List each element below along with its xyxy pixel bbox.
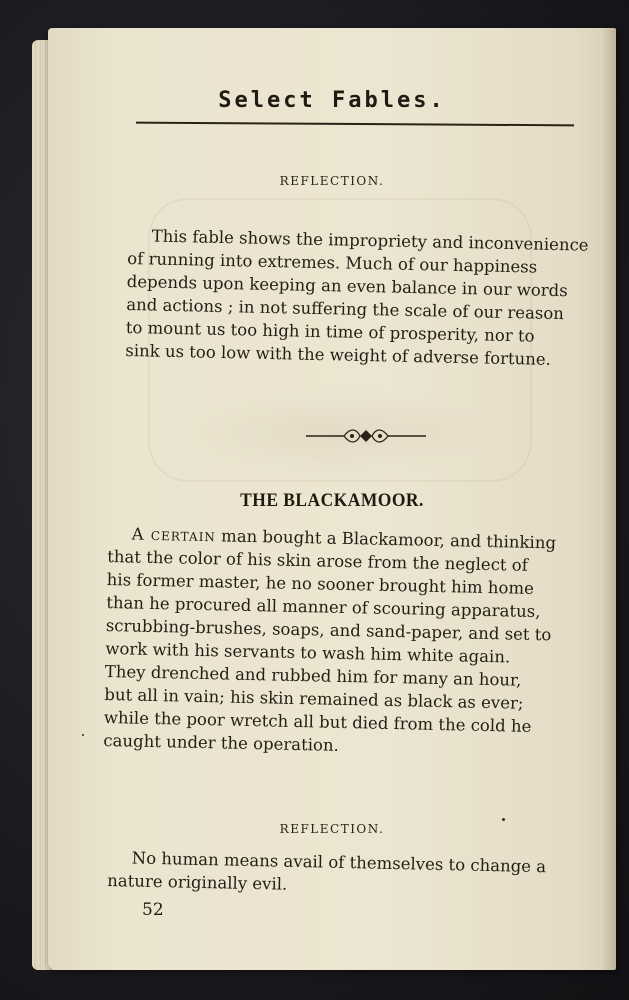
text-line: nature originally evil. [107, 870, 288, 894]
text-line: to mount us too high in time of prosperity, nor to [125, 317, 535, 346]
text-line: depends upon keeping an even balance in our words [126, 271, 568, 301]
fable-first-line-rest: man bought a Blackamoor, and thinking [215, 526, 557, 553]
text-line: This fable shows the impropriety and inconvenience [151, 226, 589, 255]
reflection-heading-1: REFLECTION. [279, 174, 385, 188]
ink-speck [502, 818, 505, 821]
running-head: Select Fables. [218, 88, 446, 113]
reflection-paragraph-2 [107, 846, 562, 901]
text-line: that the color of his skin arose from the neglect of [107, 546, 529, 575]
text-line: scrubbing-brushes, soaps, and sand-paper, and set to [105, 615, 552, 645]
text-line: his former master, he no sooner brought him home [106, 569, 535, 598]
text-line: of running into extremes. Much of our happiness [127, 248, 538, 277]
ornament-divider-icon [306, 424, 426, 448]
text-line: sink us too low with the weight of adverse fortune. [125, 340, 552, 369]
text-line: caught under the operation. [103, 730, 340, 755]
fable-title: THE BLACKAMOOR. [240, 490, 424, 511]
ink-speck [82, 734, 84, 736]
text-line: and actions ; in not suffering the scale of our reason [126, 294, 565, 324]
page-number: 52 [142, 900, 164, 920]
reflection-paragraph-1 [125, 224, 589, 371]
header-rule [136, 122, 574, 127]
fable-lead-word: A certain [131, 524, 217, 546]
text-line: while the poor wretch all but died from the cold he [103, 707, 532, 736]
reflection-heading-2: REFLECTION. [279, 822, 385, 836]
text-line: They drenched and rubbed him for many an hour, [104, 661, 522, 690]
book-page [48, 28, 616, 970]
text-line: No human means avail of themselves to change a [131, 848, 547, 877]
text-line: than he procured all manner of scouring apparatus, [106, 592, 541, 622]
text-line: but all in vain; his skin remained as black as ever; [104, 684, 524, 713]
text-line: work with his servants to wash him white again. [105, 638, 511, 667]
fable-paragraph [103, 522, 562, 761]
